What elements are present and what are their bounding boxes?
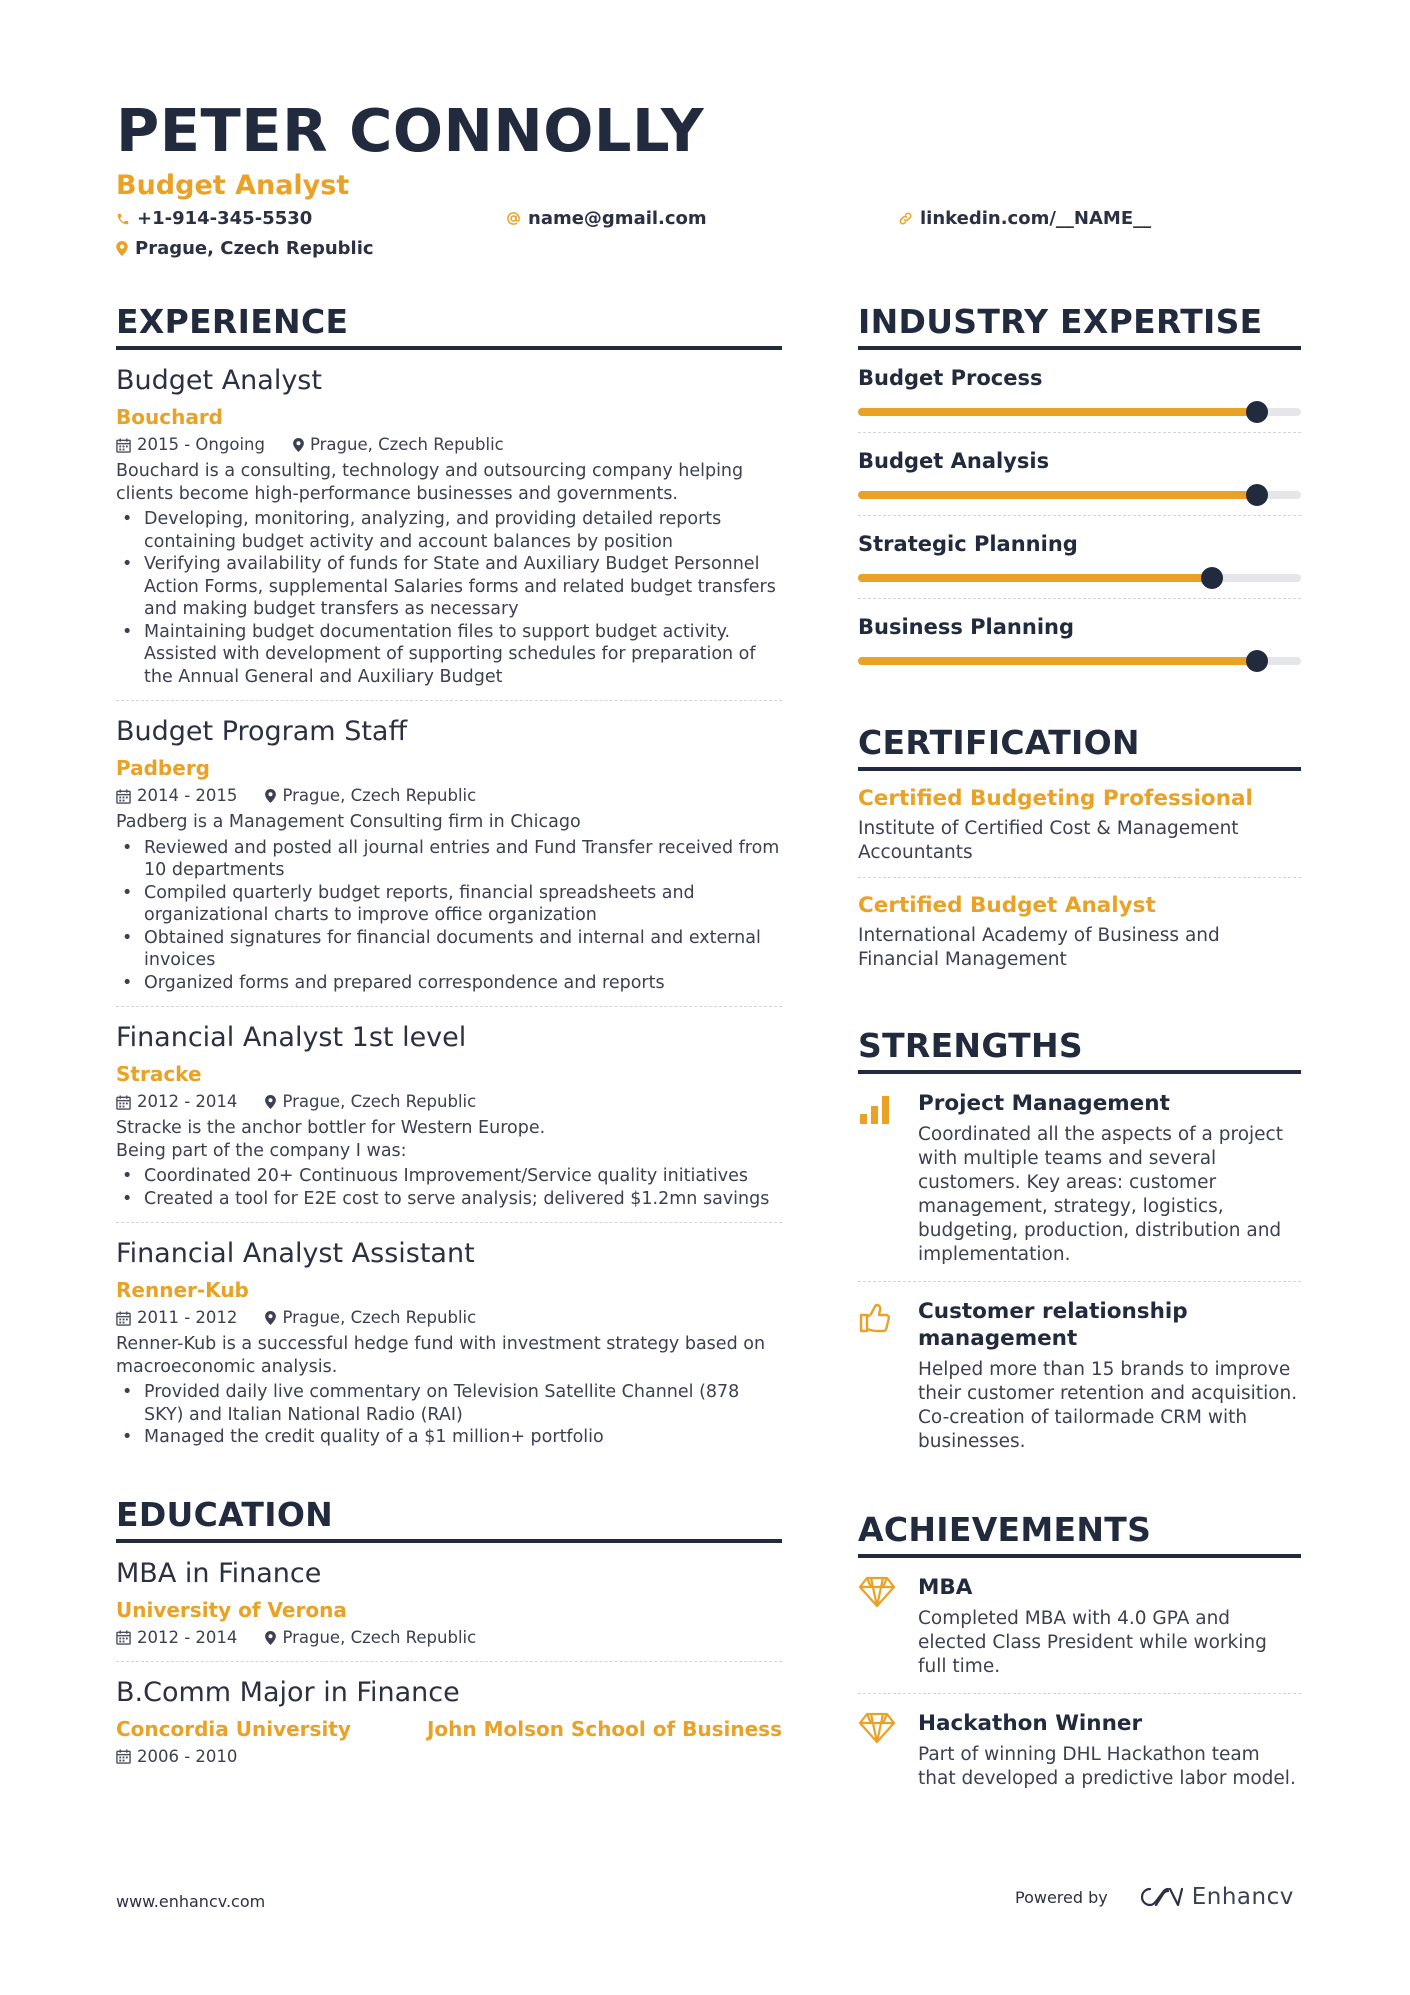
bullet-item: • Compiled quarterly budget reports, financial spreadsheets and organizational charts to improve office organization [116, 882, 782, 927]
job-location-text: Prague, Czech Republic [282, 1308, 477, 1327]
skill-bar-fill [858, 574, 1212, 582]
education-meta [116, 1746, 782, 1768]
location-text: Prague, Czech Republic [135, 238, 374, 259]
certification-issuer: International Academy of Business and Financial Management [858, 925, 1220, 970]
certification-name: Certified Budgeting Professional [858, 786, 1253, 811]
left-column [116, 300, 782, 1780]
location-pin-icon [265, 1631, 276, 1645]
education-dates-text: 2012 - 2014 [137, 1627, 238, 1647]
bullet-item: • Coordinated 20+ Continuous Improvement/Service quality initiatives [116, 1165, 782, 1188]
job-location [293, 434, 504, 456]
expertise-heading: INDUSTRY EXPERTISE [858, 300, 1301, 350]
strength-description: Coordinated all the aspects of a project with multiple teams and several customers. Key areas: customer management, strategy, logistics, budgeting, production, distribution and implementation. [918, 1124, 1283, 1265]
job-bullets [116, 837, 782, 995]
experience-entry [116, 701, 782, 1007]
skill-item [858, 350, 1301, 433]
achievements-heading: ACHIEVEMENTS [858, 1508, 1301, 1558]
education-meta [116, 1627, 782, 1649]
footer-website[interactable]: www.enhancv.com [116, 1892, 266, 1911]
experience-entry [116, 1223, 782, 1461]
candidate-name: PETER CONNOLLY [116, 96, 705, 165]
bullet-item: • Managed the credit quality of a $1 million+ portfolio [116, 1426, 782, 1449]
job-meta [116, 785, 782, 807]
experience-heading: EXPERIENCE [116, 300, 782, 350]
strength-icon-wrap [858, 1090, 918, 1267]
job-meta [116, 1091, 782, 1113]
job-meta [116, 434, 782, 456]
strength-body [918, 1298, 1301, 1454]
job-dates-text: 2011 - 2012 [137, 1308, 238, 1327]
linkedin-url[interactable]: linkedin.com/__NAME__ [920, 208, 1152, 229]
skill-bar [858, 574, 1301, 582]
skill-bar-fill [858, 408, 1257, 416]
skill-item [858, 516, 1301, 599]
strengths-section [858, 1024, 1301, 1468]
strength-body [918, 1090, 1301, 1267]
skill-bar-handle [1246, 484, 1268, 506]
skill-name: Budget Analysis [858, 449, 1050, 473]
strength-title: Project Management [918, 1091, 1170, 1116]
job-dates-text: 2012 - 2014 [137, 1092, 238, 1111]
job-role: Financial Analyst 1st level [116, 1022, 467, 1053]
achievement-item [858, 1558, 1301, 1694]
strengths-heading: STRENGTHS [858, 1024, 1301, 1074]
company-name: Bouchard [116, 405, 223, 429]
resume-header [116, 96, 1306, 272]
strength-item [858, 1282, 1301, 1468]
brand-name[interactable]: Enhancv [1191, 1884, 1294, 1910]
phone-contact [116, 208, 312, 229]
job-dates [116, 434, 265, 456]
certification-heading: CERTIFICATION [858, 721, 1301, 771]
job-bullets [116, 508, 782, 688]
bullet-item: • Developing, monitoring, analyzing, and providing detailed reports containing budget activity and account balances by position [116, 508, 782, 553]
bullet-item: • Maintaining budget documentation files to support budget activity. Assisted with development of supporting schedules for preparation of the Annual General and Auxiliary Budget [116, 621, 782, 689]
job-bullets [116, 1165, 782, 1210]
bullet-item: • Reviewed and posted all journal entries and Fund Transfer received from 10 departments [116, 837, 782, 882]
calendar-icon [116, 789, 131, 804]
job-location [265, 785, 476, 807]
strength-icon-wrap [858, 1298, 918, 1454]
job-dates [116, 1091, 237, 1113]
calendar-icon [116, 1311, 131, 1326]
location-pin-icon [265, 1095, 276, 1109]
job-location-text: Prague, Czech Republic [309, 435, 504, 454]
skill-bar-handle [1246, 650, 1268, 672]
job-location-text: Prague, Czech Republic [282, 786, 477, 805]
candidate-title: Budget Analyst [116, 170, 350, 201]
education-location-text: Prague, Czech Republic [282, 1627, 477, 1647]
company-description-extra: Being part of the company I was: [116, 1140, 407, 1161]
bullet-item: • Created a tool for E2E cost to serve analysis; delivered $1.2mn savings [116, 1188, 782, 1211]
email-contact [506, 208, 707, 229]
education-entry [116, 1662, 782, 1780]
school-name: Concordia University [116, 1716, 351, 1741]
phone-icon [116, 212, 130, 226]
achievement-icon-wrap [858, 1574, 918, 1679]
achievement-title: MBA [918, 1575, 973, 1600]
company-name: Stracke [116, 1062, 202, 1086]
skill-name: Business Planning [858, 615, 1074, 639]
job-bullets [116, 1381, 782, 1449]
diamond-icon [858, 1712, 896, 1744]
education-dates [116, 1746, 237, 1768]
phone-number: +1-914-345-5530 [137, 208, 313, 229]
education-location [265, 1627, 476, 1649]
experience-section [116, 300, 782, 1461]
job-role: Budget Program Staff [116, 716, 408, 747]
bullet-item: • Organized forms and prepared correspondence and reports [116, 972, 782, 995]
achievement-item [858, 1694, 1301, 1805]
link-icon [898, 211, 913, 226]
right-column [858, 300, 1301, 1805]
education-dates [116, 1627, 237, 1649]
diamond-icon [858, 1576, 896, 1608]
achievement-icon-wrap [858, 1710, 918, 1791]
company-description: Stracke is the anchor bottler for Western Europe. [116, 1118, 546, 1138]
skill-bar [858, 408, 1301, 416]
footer-branding [1015, 1884, 1294, 1910]
email-address[interactable]: name@gmail.com [528, 208, 707, 229]
skill-name: Strategic Planning [858, 532, 1078, 556]
powered-by-text: Powered by [1015, 1887, 1108, 1907]
degree-name: MBA in Finance [116, 1557, 322, 1589]
company-name: Renner-Kub [116, 1278, 249, 1302]
strength-item [858, 1074, 1301, 1282]
achievement-body [918, 1574, 1301, 1679]
job-role: Financial Analyst Assistant [116, 1238, 475, 1269]
enhancv-logo-icon [1136, 1885, 1184, 1909]
achievement-description: Part of winning DHL Hackathon team that developed a predictive labor model. [918, 1744, 1296, 1789]
calendar-icon [116, 1095, 131, 1110]
experience-entry [116, 1007, 782, 1223]
skill-bar [858, 491, 1301, 499]
location-pin-icon [293, 438, 304, 452]
achievements-section [858, 1508, 1301, 1805]
skill-bar-fill [858, 657, 1257, 665]
bullet-item: • Verifying availability of funds for State and Auxiliary Budget Personnel Action Forms, supplemental Salaries forms and related budget transfers and making budget transfers as necessary [116, 553, 782, 621]
skill-bar [858, 657, 1301, 665]
education-dates-text: 2006 - 2010 [137, 1746, 238, 1766]
company-name: Padberg [116, 756, 210, 780]
education-entry [116, 1543, 782, 1662]
bar-chart-icon [858, 1092, 892, 1124]
calendar-icon [116, 1749, 131, 1764]
job-location [265, 1307, 476, 1329]
job-dates-text: 2015 - Ongoing [137, 435, 265, 454]
location-contact [116, 238, 374, 259]
achievement-body [918, 1710, 1301, 1791]
calendar-icon [116, 438, 131, 453]
certification-name: Certified Budget Analyst [858, 893, 1156, 918]
expertise-section [858, 300, 1301, 681]
job-dates-text: 2014 - 2015 [137, 786, 238, 805]
school-names [116, 1710, 782, 1742]
skill-bar-fill [858, 491, 1257, 499]
skill-bar-handle [1246, 401, 1268, 423]
company-description: Renner-Kub is a successful hedge fund with investment strategy based on macroeconomic analysis. [116, 1334, 766, 1377]
strength-title: Customer relationship management [918, 1299, 1188, 1351]
location-pin-icon [116, 241, 128, 256]
achievement-title: Hackathon Winner [918, 1711, 1143, 1736]
job-location [265, 1091, 476, 1113]
bullet-item: • Obtained signatures for financial documents and internal and external invoices [116, 927, 782, 972]
skill-name: Budget Process [858, 366, 1043, 390]
strength-description: Helped more than 15 brands to improve their customer retention and acquisition. Co-creation of tailormade CRM with businesses. [918, 1359, 1298, 1452]
company-description: Bouchard is a consulting, technology and outsourcing company helping clients become high-performance businesses and governments. [116, 461, 744, 504]
skill-item [858, 599, 1301, 681]
certification-item [858, 878, 1301, 984]
linkedin-contact [898, 208, 1151, 229]
job-meta [116, 1307, 782, 1329]
skill-bar-handle [1201, 567, 1223, 589]
location-pin-icon [265, 1311, 276, 1325]
achievement-description: Completed MBA with 4.0 GPA and elected Class President while working full time. [918, 1608, 1267, 1677]
education-section [116, 1493, 782, 1780]
school-name-secondary: John Molson School of Business [426, 1716, 782, 1741]
skill-item [858, 433, 1301, 516]
certification-issuer: Institute of Certified Cost & Management Accountants [858, 818, 1239, 863]
certification-item [858, 771, 1301, 878]
school-name: University of Verona [116, 1597, 347, 1622]
job-dates [116, 1307, 237, 1329]
job-role: Budget Analyst [116, 365, 322, 396]
location-pin-icon [265, 789, 276, 803]
contact-info [116, 208, 1306, 272]
experience-entry [116, 350, 782, 701]
calendar-icon [116, 1630, 131, 1645]
thumbs-up-icon [858, 1300, 892, 1334]
company-description: Padberg is a Management Consulting firm in Chicago [116, 812, 581, 832]
job-dates [116, 785, 237, 807]
bullet-item: • Provided daily live commentary on Television Satellite Channel (878 SKY) and Italian National Radio (RAI) [116, 1381, 782, 1426]
certification-section [858, 721, 1301, 984]
degree-name: B.Comm Major in Finance [116, 1676, 460, 1708]
at-icon [506, 211, 521, 226]
job-location-text: Prague, Czech Republic [282, 1092, 477, 1111]
education-heading: EDUCATION [116, 1493, 782, 1543]
